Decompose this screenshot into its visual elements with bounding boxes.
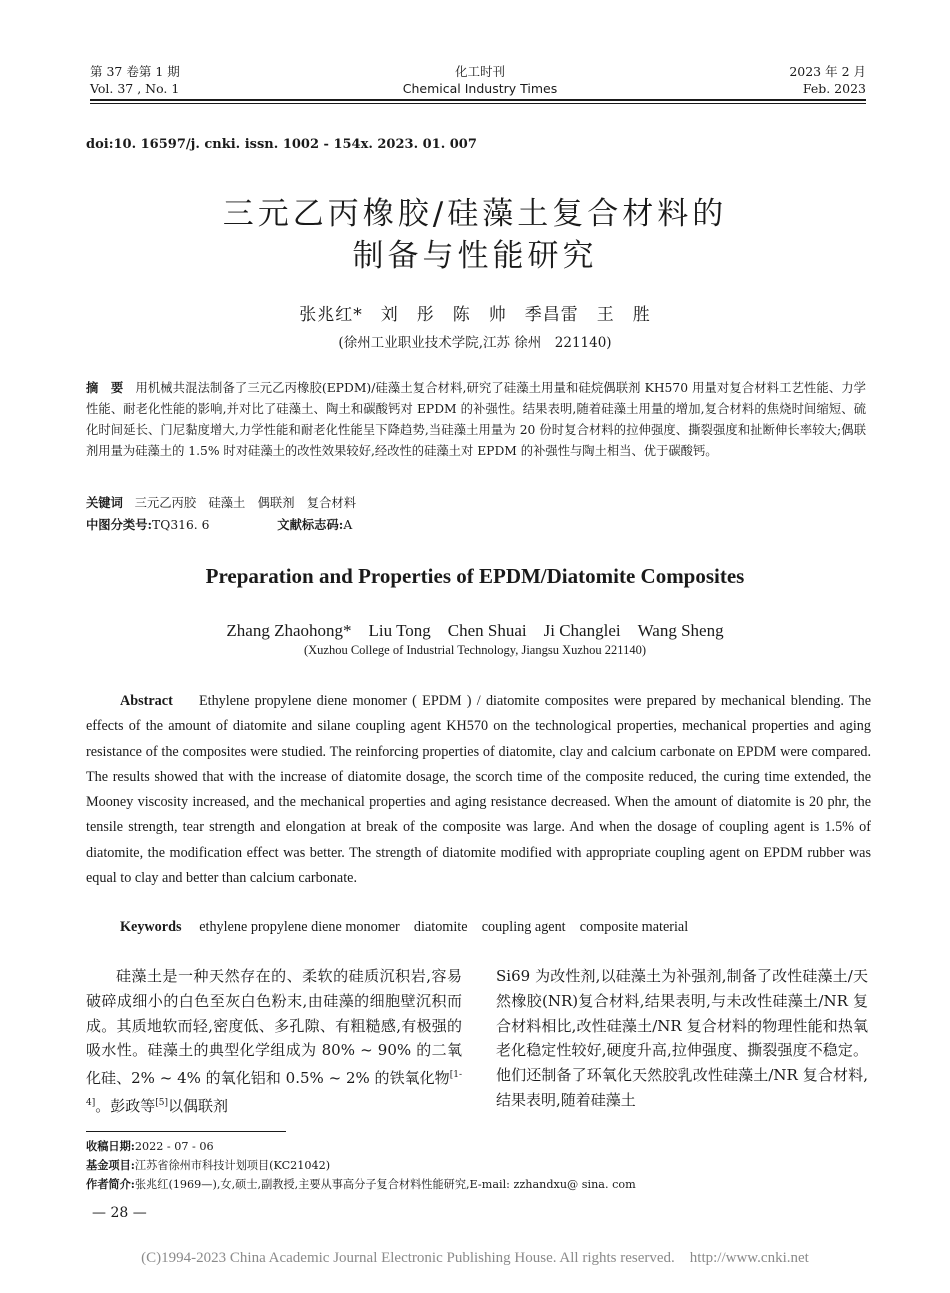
header-center xyxy=(330,63,630,97)
abstract-en-text: Ethylene propylene diene monomer ( EPDM ) / diatomite composites were prepared by mechanical blending. The effects of the amount of diatomite and silane coupling agent KH570 on the technological properties, mechanical properties and aging resistance of the composites were studied. The reinforcing properties of diatomite, clay and calcium carbonate on EPDM were compared. The results showed that with the increase of diatomite dosage, the scorch time of the composite reduced, the curing time extended, the Mooney viscosity increased, and the mechanical properties and aging resistance decreased. When the amount of diatomite is 20 phr, the tensile strength, tear strength and elongation at break of the composite was large. And when the dosage of coupling agent is 1.5% of diatomite, the modification effect was better. The strength of diatomite modified with appropriate coupling agent on EPDM rubber was equal to clay and better than calcium carbonate. xyxy=(86,693,871,887)
fund-label: 基金项目: xyxy=(86,1158,135,1172)
fund-value: 江苏省徐州市科技计划项目(KC21042) xyxy=(134,1159,331,1172)
received-label: 收稿日期: xyxy=(86,1139,135,1153)
doi: doi:10. 16597/j. cnki. issn. 1002 - 154x. 2023. 01. 007 xyxy=(86,137,477,152)
keywords-en xyxy=(86,915,871,940)
authors-cn: 张兆红* 刘 彤 陈 帅 季昌雷 王 胜 xyxy=(299,305,651,325)
title-cn-line1: 三元乙丙橡胶/硅藻土复合材料的 xyxy=(222,196,728,232)
footnotes xyxy=(86,1137,876,1194)
body-left-end: 以偶联剂 xyxy=(168,1096,229,1115)
body-left-text: 硅藻土是一种天然存在的、柔软的硅质沉积岩,容易破碎成细小的白色至灰白色粉末,由硅藻的细胞壁沉积而成。其质地软而轻,密度低、多孔隙、有粗糙感,有极强的吸水性。硅藻土的典型化学组成为 80% ~ 90% 的二氧化硅、2% ~ 4% 的氧化铝和 0.5% ~ 2% 的铁氧化物 xyxy=(86,967,462,1088)
ref-5: [5] xyxy=(155,1097,169,1108)
keywords-cn xyxy=(86,492,866,514)
volume-issue-cn: 第 37 卷第 1 期 xyxy=(90,64,180,79)
body-left-column xyxy=(86,964,462,1119)
doc-code-label: 文献标志码: xyxy=(277,517,344,532)
date-en: Feb. 2023 xyxy=(802,81,866,96)
keywords-cn-label: 关键词 xyxy=(86,495,123,510)
abstract-en xyxy=(86,689,871,891)
author-bio-label: 作者简介: xyxy=(86,1177,135,1191)
abstract-en-label: Abstract xyxy=(120,693,173,709)
received-value: 2022 - 07 - 06 xyxy=(134,1140,214,1153)
author-bio-value: 张兆红(1969—),女,硕士,副教授,主要从事高分子复合材料性能研究,E-mail: zzhandxu@ sina. com xyxy=(134,1178,636,1191)
body-right-column: Si69 为改性剂,以硅藻土为补强剂,制备了改性硅藻土/天然橡胶(NR)复合材料,结果表明,与未改性硅藻土/NR 复合材料相比,改性硅藻土/NR 复合材料的物理性能和热氧老化稳定性较好,硬度升高,拉伸强度、撕裂强度不稳定。他们还制备了环氧化天然胶乳改性硅藻土/NR 复合材料,结果表明,随着硅藻土 xyxy=(496,967,868,1109)
authors-en: Zhang Zhaohong* Liu Tong Chen Shuai Ji Changlei Wang Sheng xyxy=(226,621,724,640)
title-en: Preparation and Properties of EPDM/Diatomite Composites xyxy=(205,564,745,588)
abstract-cn-text: 用机械共混法制备了三元乙丙橡胶(EPDM)/硅藻土复合材料,研究了硅藻土用量和硅烷偶联剂 KH570 用量对复合材料工艺性能、力学性能、耐老化性能的影响,并对比了硅藻土、陶土和碳酸钙对 EPDM 的补强性。结果表明,随着硅藻土用量的增加,复合材料的焦烧时间缩短、硫化时间延长、门尼黏度增大,力学性能和耐老化性能呈下降趋势,当硅藻土用量为 20 份时复合材料的拉伸强度、撕裂强度和扯断伸长率较大;偶联剂用量为硅藻土的 1.5% 时对硅藻土的改性效果较好,经改性的硅藻土对 EPDM 的补强性与陶土相当、优于碳酸钙。 xyxy=(86,381,866,458)
header-left xyxy=(90,63,180,97)
keywords-en-label: Keywords xyxy=(120,919,182,935)
abstract-cn-label: 摘 要 xyxy=(86,380,124,395)
volume-issue-en: Vol. 37 , No. 1 xyxy=(90,81,180,96)
title-cn-line2: 制备与性能研究 xyxy=(352,238,598,274)
classification xyxy=(86,514,866,536)
keywords-cn-text: 三元乙丙胶 硅藻土 偶联剂 复合材料 xyxy=(134,496,356,510)
fund xyxy=(86,1156,876,1175)
header-rule-bottom xyxy=(90,103,866,104)
abstract-cn xyxy=(86,377,866,462)
ref-1-4: [1-4] xyxy=(86,1070,462,1108)
copyright-line: (C)1994-2023 China Academic Journal Electronic Publishing House. All rights reserved. http://www.cnki.net xyxy=(141,1250,809,1266)
journal-name-en: Chemical Industry Times xyxy=(402,81,558,96)
affiliation-cn: (徐州工业职业技术学院,江苏 徐州 221140) xyxy=(338,335,612,351)
doc-code-value: A xyxy=(343,518,353,532)
date-cn: 2023 年 2 月 xyxy=(789,64,866,79)
header-rule-top xyxy=(90,99,866,101)
footnote-rule xyxy=(86,1131,286,1132)
clc-value: TQ316. 6 xyxy=(152,518,210,532)
journal-name-cn: 化工时刊 xyxy=(454,64,505,79)
page-number: — 28 — xyxy=(92,1205,147,1221)
keywords-en-text: ethylene propylene diene monomer diatomite coupling agent composite material xyxy=(199,919,689,935)
clc-label: 中图分类号: xyxy=(86,517,153,532)
author-bio xyxy=(86,1175,876,1194)
body-left-tail: 。彭政等 xyxy=(95,1096,156,1115)
affiliation-en: (Xuzhou College of Industrial Technology, Jiangsu Xuzhou 221140) xyxy=(303,643,646,657)
header-right xyxy=(766,63,866,97)
received-date xyxy=(86,1137,876,1156)
